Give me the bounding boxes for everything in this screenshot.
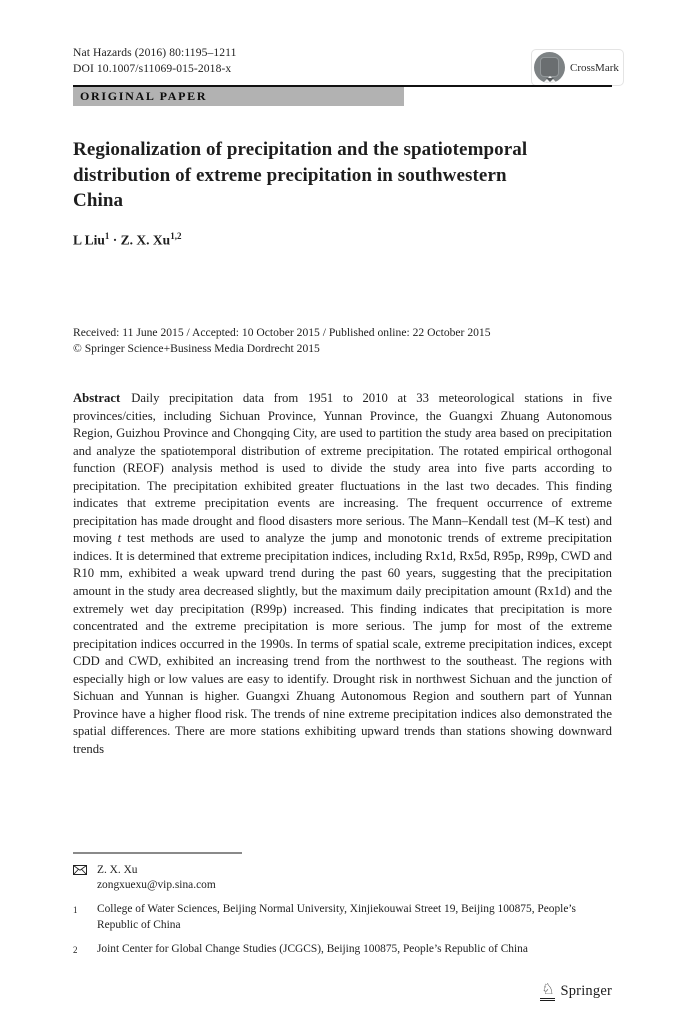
doi-line: DOI 10.1007/s11069-015-2018-x	[73, 61, 232, 75]
journal-citation: Nat Hazards (2016) 80:1195–1211	[73, 46, 237, 59]
author-name: L Liu	[73, 232, 105, 248]
abstract-segment: Daily precipitation data from 1951 to 2010 at 33 meteorological stations in five provinces/cities, including Sichuan Province, Yunnan Province, the Guangxi Zhuang Autonomous Region, Guizhou Province and Chongqing City, are used to partition the study area based on precipitation and analyze the spatiotemporal distribution of extreme precipitation. The rotated empirical orthogonal function (REOF) analysis method is used to divide the study area into five parts according to precipitation. The precipitation exhibited greater fluctuations in the last two decades. This finding indicates that extreme precipitation events are increasing. The frequent occurrence of extreme precipitation has made drought and flood disasters more serious. The Mann–Kendall test (M–K test) and moving	[73, 391, 612, 546]
journal-masthead	[73, 45, 237, 76]
affiliation-text: Joint Center for Global Change Studies (JCGCS), Beijing 100875, People’s Republic of China	[97, 942, 528, 955]
affiliation-text: College of Water Sciences, Beijing Normal University, Xinjiekouwai Street 19, Beijing 100875, People’s Republic of China	[97, 903, 576, 931]
envelope-icon	[73, 863, 97, 893]
affiliation-note	[73, 902, 612, 932]
correspondence-note	[73, 863, 612, 893]
authors-line	[73, 231, 181, 249]
abstract-segment: test methods are used to analyze the jump and monotonic trends of extreme precipitation indices. It is determined that extreme precipitation indices, including Rx1d, Rx5d, R95p, R99p, CWD and R10 mm, exhibited a weak upward trend during the past 60 years, suggesting that the precipitation amount in the study area decreased slightly, but the maximum daily precipitation amount (Rx1d) and the extremely wet day precipitation (R99p) increased. This finding indicates that precipitation is more concentrated and the extreme precipitation is more serious. The jump for most of the extreme precipitation indices occurred in the 1990s. In terms of spatial scale, extreme precipitation indices, except CDD and CWD, exhibited an increasing trend from the northwest to the southeast. The regions with especially high or low values are easy to identify. Drought risk in northwest Sichuan and the junction of Sichuan and Yunnan is higher. Guangxi Zhuang Autonomous Region and southern part of Yunnan Province have a higher flood risk. The trends of nine extreme precipitation indices also demonstrated the spatial differences. There are more stations exhibiting upward trends than stations showing downward trends	[73, 531, 612, 756]
article-type-banner	[73, 87, 404, 106]
affiliation-notes	[73, 902, 612, 958]
author-affiliation-superscript: 1,2	[170, 231, 182, 241]
article-history	[73, 325, 612, 357]
abstract-label: Abstract	[73, 391, 121, 405]
springer-logo	[540, 982, 612, 1001]
author-affiliation-superscript: 1	[104, 231, 110, 241]
article-title: Regionalization of precipitation and the spatiotemporal distribution of extreme precipitation in southwestern China	[73, 139, 528, 211]
springer-wordmark: Springer	[560, 983, 612, 999]
footnote-separator	[73, 852, 242, 854]
footnote-marker: 1	[73, 905, 78, 916]
abstract-text	[73, 391, 612, 756]
springer-horse-icon: ♘	[540, 982, 555, 1001]
received-accepted-line: Received: 11 June 2015 / Accepted: 10 October 2015 / Published online: 22 October 2015	[73, 326, 491, 339]
abstract-italic-term: t	[117, 531, 122, 546]
crossmark-label: CrossMark	[570, 61, 619, 74]
copyright-line: © Springer Science+Business Media Dordrecht 2015	[73, 342, 320, 355]
corresponding-author-name: Z. X. Xu	[97, 864, 138, 876]
crossmark-bookmark-shape	[540, 57, 559, 77]
crossmark-badge[interactable]	[531, 49, 624, 86]
crossmark-arrow	[546, 78, 554, 82]
crossmark-icon	[534, 52, 565, 83]
footnotes	[73, 863, 612, 967]
footnote-marker: 2	[73, 944, 78, 955]
author-separator: ·	[109, 232, 121, 248]
author-name: Z. X. Xu	[120, 232, 171, 248]
corresponding-author-email: zongxuexu@vip.sina.com	[97, 879, 216, 892]
affiliation-note	[73, 942, 612, 958]
abstract-paragraph	[73, 390, 612, 758]
article-type-label: ORIGINAL PAPER	[80, 89, 208, 103]
